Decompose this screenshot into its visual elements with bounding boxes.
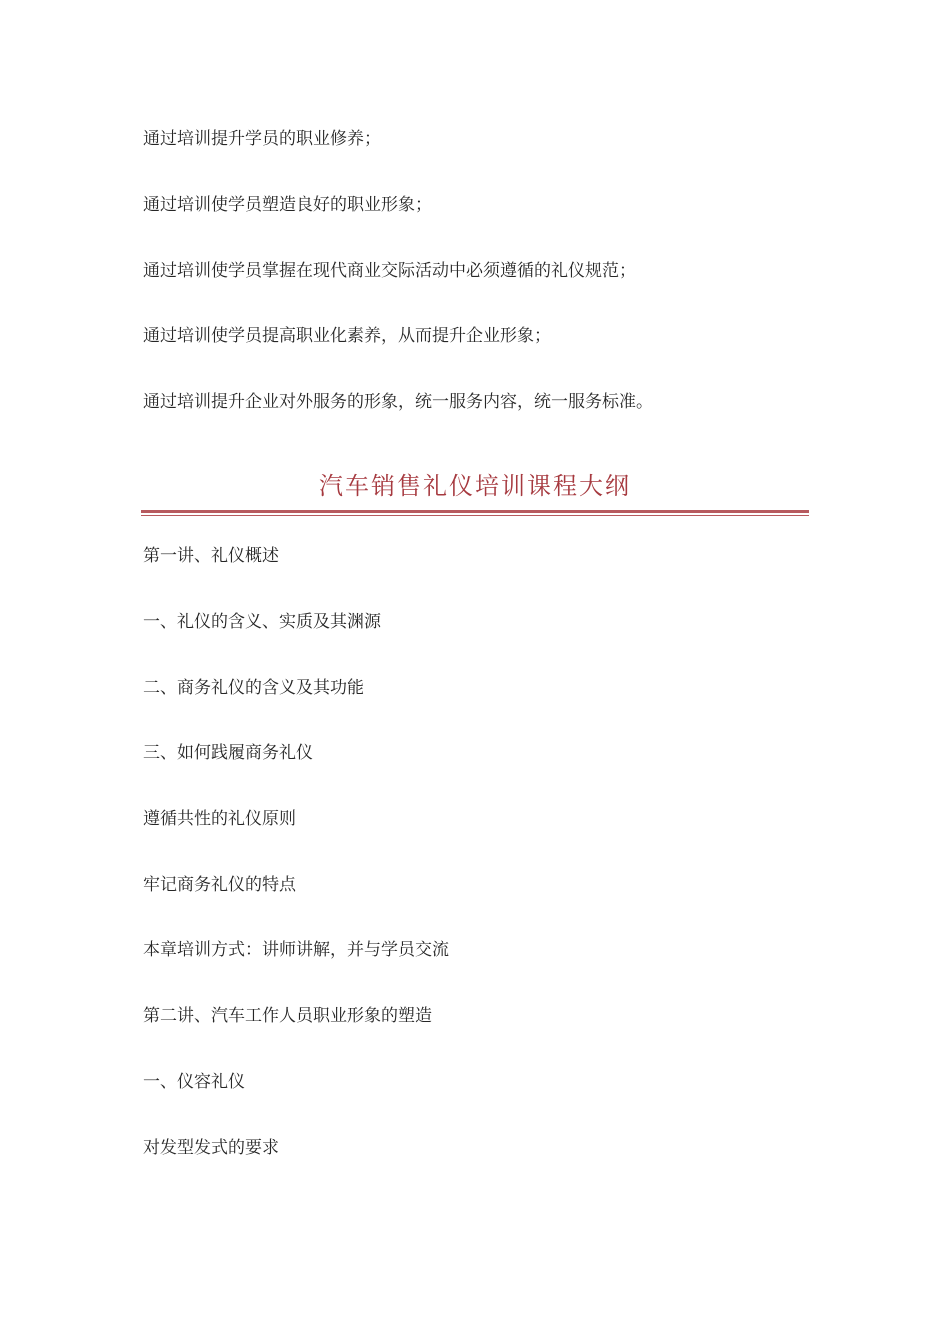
title-divider-thick: [141, 510, 809, 513]
intro-goal-item: 通过培训提升企业对外服务的形象，统一服务内容，统一服务标准。: [143, 392, 653, 412]
outline-item: 一、礼仪的含义、实质及其渊源: [143, 612, 381, 632]
intro-goal-item: 通过培训使学员提高职业化素养，从而提升企业形象；: [143, 326, 551, 346]
outline-item: 二、商务礼仪的含义及其功能: [143, 678, 364, 698]
title-divider-thin: [141, 515, 809, 516]
outline-item: 一、仪容礼仪: [143, 1072, 245, 1092]
intro-goal-item: 通过培训使学员塑造良好的职业形象；: [143, 195, 432, 215]
intro-goal-item: 通过培训使学员掌握在现代商业交际活动中必须遵循的礼仪规范；: [143, 261, 636, 281]
intro-goal-item: 通过培训提升学员的职业修养；: [143, 129, 381, 149]
outline-subitem: 遵循共性的礼仪原则: [143, 809, 296, 829]
outline-training-method: 本章培训方式：讲师讲解，并与学员交流: [143, 940, 449, 960]
outline-subitem: 牢记商务礼仪的特点: [143, 875, 296, 895]
outline-lecture-heading: 第一讲、礼仪概述: [143, 546, 279, 566]
outline-item: 三、如何践履商务礼仪: [143, 743, 313, 763]
section-title: 汽车销售礼仪培训课程大纲: [319, 472, 631, 500]
outline-lecture-heading: 第二讲、汽车工作人员职业形象的塑造: [143, 1006, 432, 1026]
outline-subitem: 对发型发式的要求: [143, 1138, 279, 1158]
